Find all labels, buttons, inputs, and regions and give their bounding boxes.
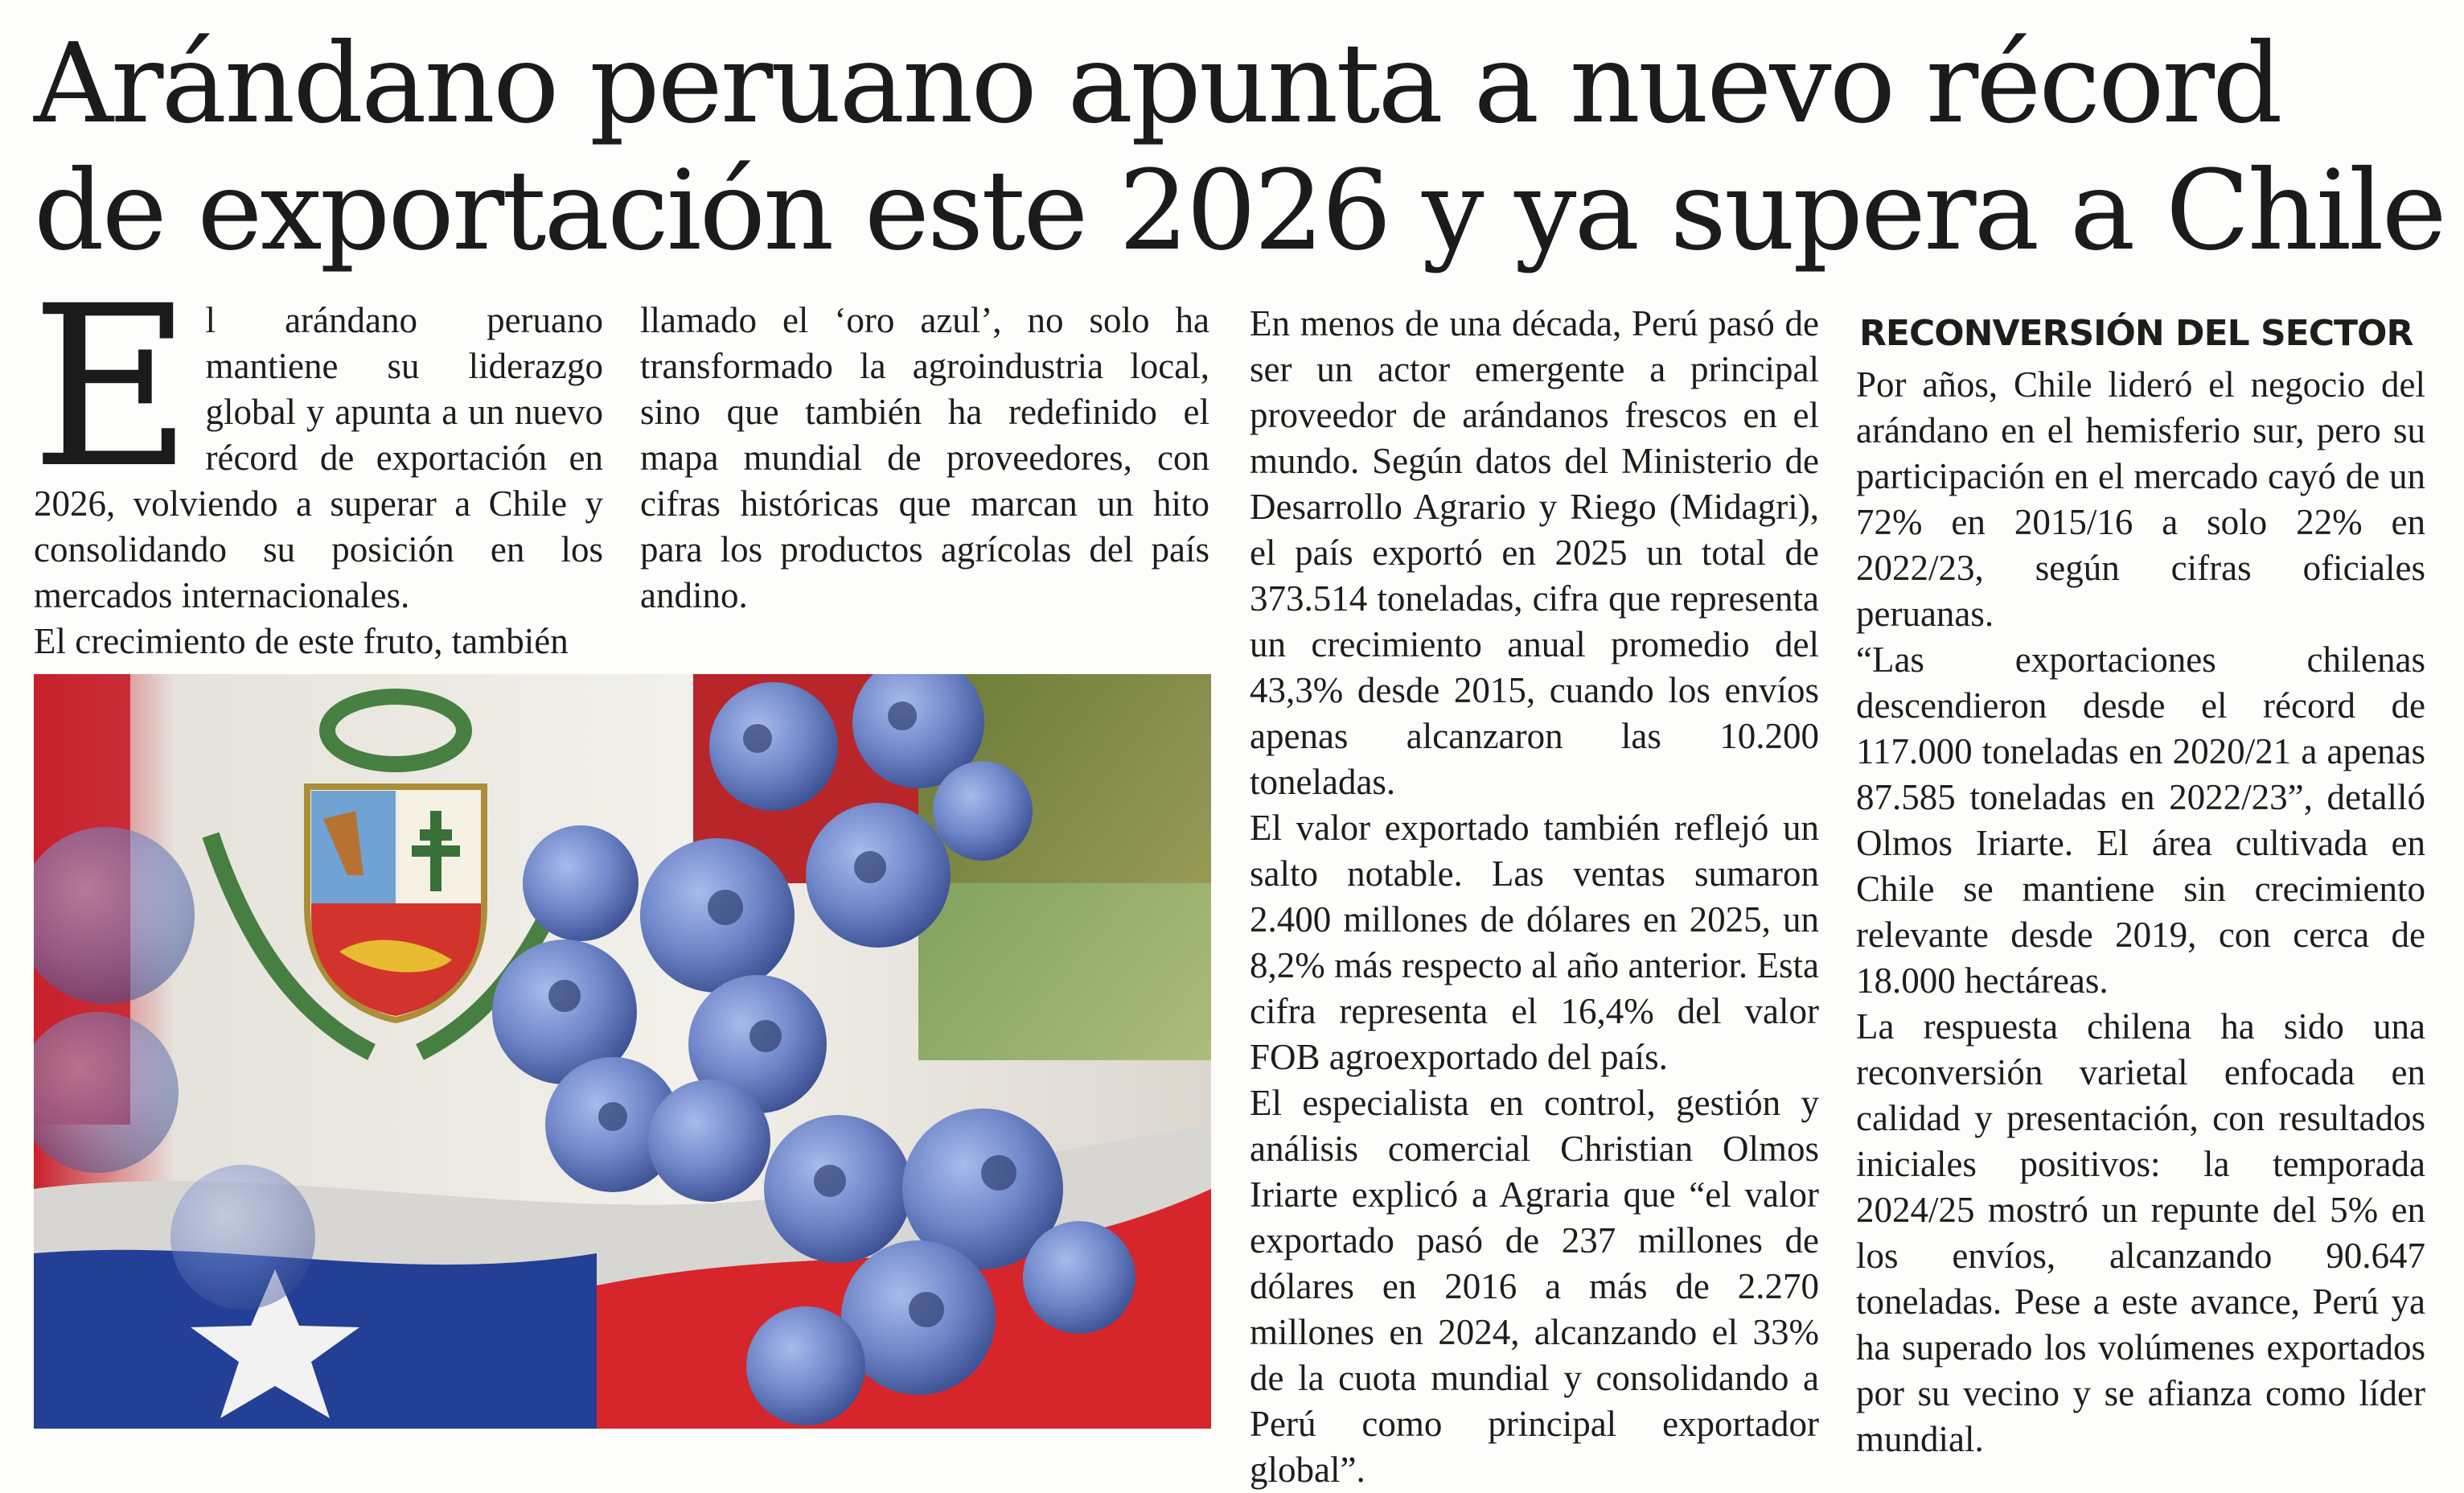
headline-line-1: Arándano peruano apunta a nuevo récord [34,20,2281,148]
lead-text: l arándano peruano mantiene su liderazgo global y apunta a un nuevo récord de exportación en 2026, volviendo a superar a Chile y consolidando su posición en los mercados internacionales. [34,300,603,615]
paragraph: llamado el ‘oro azul’, no solo ha transformado la agroindustria local, sino que también ha redefinido el mapa mundial de proveedores, con cifras históricas que marcan un hito para los productos agrícolas del país andino. [640,300,1209,615]
drop-cap: E [31,259,193,517]
column-1 [31,259,603,664]
paragraph: El valor exportado también reflejó un salto notable. Las ventas sumaron 2.400 millones de dólares en 2025, un 8,2% más respecto al año anterior. Esta cifra representa el 16,4% del valor FOB agroexportado del país. [1250,808,1819,1077]
column-2 [640,298,1209,619]
paragraph: El crecimiento de este fruto, también [34,621,569,661]
headline-line-2: de exportación este 2026 y ya supera a Chile [34,147,2445,275]
article-photo [34,674,1211,1429]
blueberries-flags-image [34,674,1211,1429]
column-3 [1250,301,1819,1493]
paragraph: El especialista en control, gestión y análisis comercial Christian Olmos Iriarte explicó a Agraria que “el valor exportado pasó de 237 millones de dólares en 2016 a más de 2.270 millones en 2024, alcanzando el 33% de la cuota mundial y consolidando a Perú como principal exportador global”. [1250,1083,1819,1490]
section-subhead: RECONVERSIÓN DEL SECTOR [1859,313,2413,354]
paragraph: La respuesta chilena ha sido una reconversión varietal enfocada en calidad y presentación, con resultados iniciales positivos: la temporada 2024/25 mostró un repunte del 5% en los envíos, alcanzando 90.647 toneladas. Pese a este avance, Perú ya ha superado los volúmenes exportados por su vecino y se afianza como líder mundial. [1856,1006,2425,1459]
paragraph: En menos de una década, Perú pasó de ser un actor emergente a principal proveedor de arándanos frescos en el mundo. Según datos del Ministerio de Desarrollo Agrario y Riego (Midagri), el país exportó en 2025 un total de 373.514 toneladas, cifra que representa un crecimiento anual promedio del 43,3% desde 2015, cuando los envíos apenas alcanzaron las 10.200 toneladas. [1250,303,1819,802]
lead-paragraph [31,259,603,619]
paragraph: Por años, Chile lideró el negocio del arándano en el hemisferio sur, pero su participación en el mercado cayó de un 72% en 2015/16 a solo 22% en 2022/23, según cifras oficiales peruanas. [1856,364,2425,634]
paragraph: “Las exportaciones chilenas descendieron desde el récord de 117.000 toneladas en 2020/21 a apenas 87.585 toneladas en 2022/23”, detalló Olmos Iriarte. El área cultivada en Chile se mantiene sin crecimiento relevante desde 2019, con cerca de 18.000 hectáreas. [1856,640,2425,1001]
headline [34,20,2445,275]
column-4 [1856,312,2425,1462]
